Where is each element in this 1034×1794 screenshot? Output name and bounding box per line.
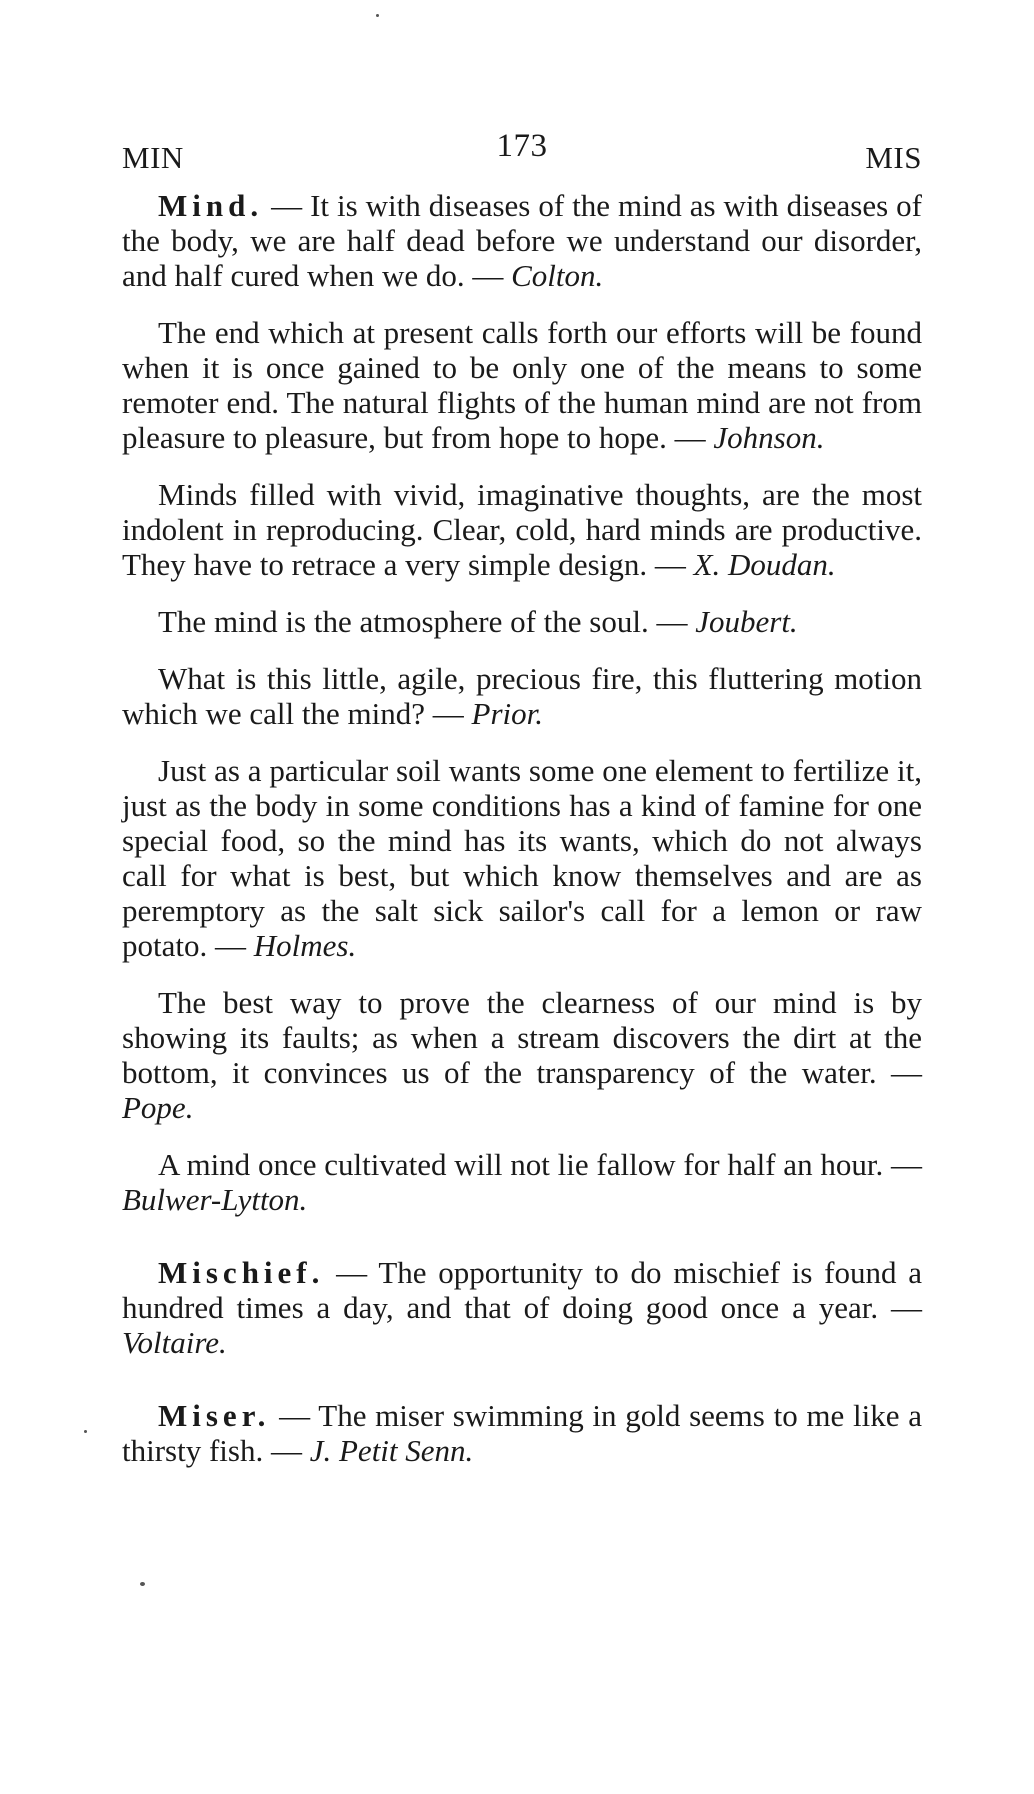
quotation-text: The best way to prove the clearness of our mind is by showing its faults; as when a stream discovers the dirt at the bottom, it convinces us of the transparency of the water.: [122, 985, 922, 1090]
quotation-author: Johnson.: [713, 420, 825, 455]
quotation-author: J. Petit Senn.: [309, 1433, 474, 1468]
running-head: [122, 128, 922, 188]
quotation-author: Pope.: [122, 1090, 194, 1125]
attribution-dash: —: [891, 1055, 922, 1090]
attribution-dash: —: [654, 547, 686, 582]
quotation-entry: [122, 1255, 922, 1360]
quotation-entry: [122, 604, 922, 639]
attribution-dash: —: [656, 604, 688, 639]
print-speck: [376, 14, 379, 17]
quotation-text: The end which at present calls forth our efforts will be found when it is once gained to be only one of the means to some remoter end. The natural flights of the human mind are not from pleasure to pleasure, but from hope to hope.: [122, 315, 922, 455]
attribution-dash: —: [891, 1147, 922, 1182]
print-speck: [84, 1430, 87, 1433]
attribution-dash: —: [472, 258, 504, 293]
quotation-entry: [122, 753, 922, 963]
quotation-entry: [122, 661, 922, 731]
quotation-entry: [122, 1398, 922, 1468]
book-page: [122, 128, 922, 1468]
quotation-text: A mind once cultivated will not lie fallow for half an hour.: [158, 1147, 884, 1182]
running-head-right: MIS: [865, 140, 922, 175]
quotation-author: Holmes.: [253, 928, 357, 963]
quotation-author: Colton.: [511, 258, 604, 293]
headword: Miser.: [158, 1398, 271, 1433]
attribution-dash: —: [891, 1290, 922, 1325]
quotation-text: What is this little, agile, precious fire, this fluttering motion which we call the mind?: [122, 661, 922, 731]
running-head-left: MIN: [122, 140, 184, 175]
quotation-entry: [122, 985, 922, 1125]
attribution-dash: —: [215, 928, 246, 963]
quotation-text: — The miser swimming in gold seems to me like a thirsty fish.: [122, 1398, 923, 1468]
headword: Mind.: [158, 188, 264, 223]
quotation-entry: [122, 315, 922, 455]
attribution-dash: —: [674, 420, 706, 455]
attribution-dash: —: [270, 1433, 302, 1468]
quotation-text: Just as a particular soil wants some one element to fertilize it, just as the body in some conditions has a kind of famine for one special food, so the mind has its wants, which do not always call for what is best, but which know themselves and are as peremptory as the salt sick sailor's call for a lemon or raw potato.: [122, 753, 922, 963]
quotation-entry: [122, 1147, 922, 1217]
print-speck: [140, 1582, 145, 1586]
attribution-dash: —: [432, 696, 464, 731]
quotation-text: — It is with diseases of the mind as with diseases of the body, we are half dead before we understand our disorder, and half cured when we do.: [122, 188, 922, 293]
quotation-text: — The opportunity to do mischief is found a hundred times a day, and that of doing good once a year.: [122, 1255, 922, 1325]
quotation-text: Minds filled with vivid, imaginative thoughts, are the most indolent in reproducing. Clear, cold, hard minds are productive. They have to retrace a very simple design.: [122, 477, 922, 582]
quotation-author: Joubert.: [695, 604, 798, 639]
quotation-entry: [122, 477, 922, 582]
headword: Mischief.: [158, 1255, 325, 1290]
quotation-author: Prior.: [471, 696, 544, 731]
quotation-author: Bulwer-Lytton.: [122, 1182, 308, 1217]
quotation-author: X. Doudan.: [693, 547, 836, 582]
quotation-text: The mind is the atmosphere of the soul.: [158, 604, 649, 639]
quotation-author: Voltaire.: [122, 1325, 227, 1360]
page-number: 173: [496, 128, 548, 164]
quotation-entry: [122, 188, 922, 293]
